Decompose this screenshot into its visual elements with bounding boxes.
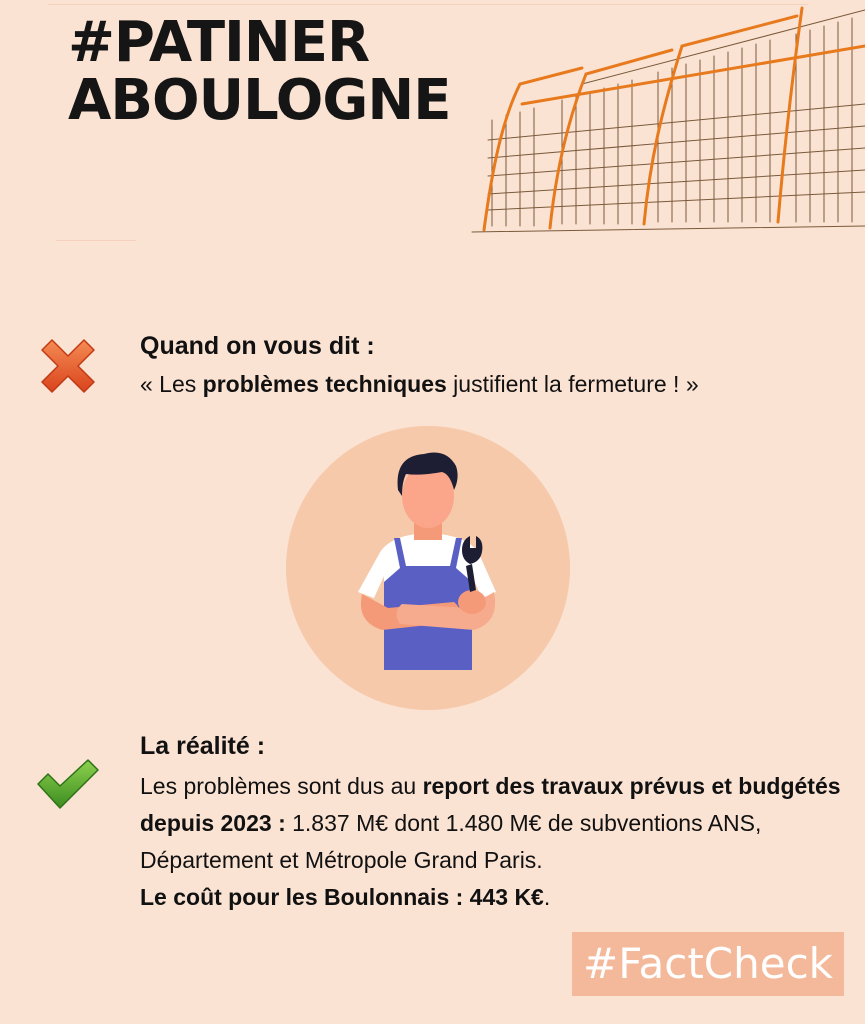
claim-quote-rest: justifient la fermeture ! »: [446, 371, 699, 397]
reality-text-1: Les problèmes sont dus au: [140, 773, 423, 799]
factcheck-tag: [572, 932, 844, 996]
header-divider: [56, 240, 136, 241]
claim-quote-bold: problèmes techniques: [202, 371, 447, 397]
reality-text-bold-1: report des travaux prévus et budgétés depuis 2023 :: [140, 773, 841, 836]
mechanic-illustration: [286, 426, 570, 710]
check-icon: [34, 756, 102, 812]
claim-quote: [140, 368, 699, 400]
claim-heading: Quand on vous dit :: [140, 332, 375, 360]
cross-icon: [38, 336, 98, 396]
title-line-2: ABOULOGNE: [68, 68, 451, 133]
claim-quote-open: « Les: [140, 371, 203, 397]
reality-text: [140, 768, 855, 916]
ice-rink-building-sketch: [462, 0, 865, 240]
reality-heading: La réalité :: [140, 732, 266, 760]
title-line-1: #PATINER: [68, 10, 370, 75]
page-title: [68, 10, 451, 133]
factcheck-label: #FactCheck: [583, 939, 833, 988]
reality-text-3: .: [543, 884, 551, 910]
reality-text-bold-2: Le coût pour les Boulonnais : 443 K€: [140, 884, 544, 910]
reality-text-2: 1.837 M€ dont 1.480 M€ de subventions ANS, Département et Métropole Grand Paris.: [140, 810, 762, 873]
